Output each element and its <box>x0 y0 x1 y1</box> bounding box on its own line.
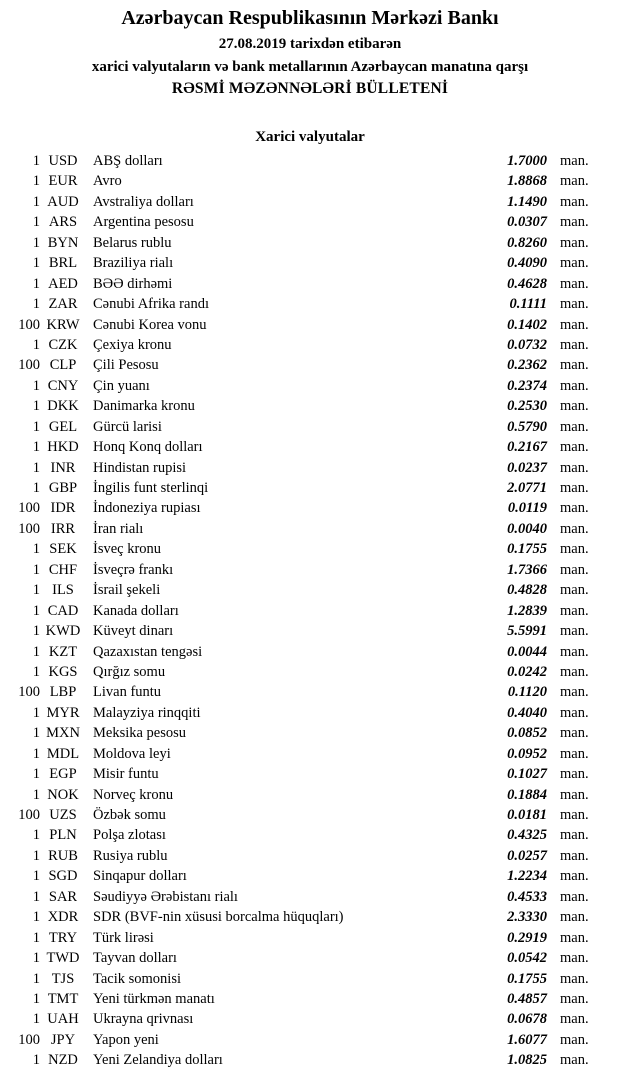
section-title-foreign-currencies: Xarici valyutalar <box>255 129 365 145</box>
currency-quantity: 1 <box>32 275 40 292</box>
currency-name: Küveyt dinarı <box>93 623 174 640</box>
currency-quantity: 1 <box>32 847 40 864</box>
currency-name: Gürcü larisi <box>93 418 162 435</box>
currency-name: ABŞ dolları <box>93 153 163 169</box>
table-row <box>0 519 620 539</box>
unit-label: man. <box>560 909 589 926</box>
currency-name: Misir funtu <box>93 766 159 783</box>
currency-quantity: 1 <box>32 255 40 272</box>
table-row <box>0 805 620 825</box>
currency-quantity: 1 <box>32 193 40 210</box>
currency-quantity: 100 <box>18 684 40 701</box>
currency-rate: 0.0852 <box>507 725 547 742</box>
table-row <box>0 274 620 294</box>
currency-name: Hindistan rupisi <box>93 459 187 476</box>
currency-quantity: 1 <box>32 541 40 558</box>
currency-name: Yeni Zelandiya dolları <box>93 1052 223 1069</box>
currency-code: BRL <box>48 255 78 272</box>
table-row <box>0 417 620 437</box>
unit-label: man. <box>560 623 589 640</box>
currency-quantity: 1 <box>32 929 40 946</box>
currency-quantity: 1 <box>32 725 40 742</box>
currency-name: Honq Konq dolları <box>93 439 203 456</box>
table-row <box>0 192 620 212</box>
currency-rate: 0.1120 <box>507 684 547 701</box>
table-row <box>0 928 620 948</box>
currency-quantity: 1 <box>32 173 40 190</box>
table-row <box>0 621 620 641</box>
currency-quantity: 1 <box>32 418 40 435</box>
currency-rate: 0.4325 <box>507 827 547 844</box>
unit-label: man. <box>560 520 589 537</box>
unit-label: man. <box>560 316 589 333</box>
table-row <box>0 376 620 396</box>
currency-name: Meksika pesosu <box>93 725 187 742</box>
currency-code: SAR <box>48 888 78 905</box>
currency-code: EGP <box>49 766 77 783</box>
currency-rate: 0.0542 <box>507 950 547 967</box>
currency-rate: 0.4040 <box>507 704 547 721</box>
currency-name: Qırğız somu <box>93 663 166 680</box>
table-row <box>0 1050 620 1070</box>
currency-name: Cənubi Korea vonu <box>93 316 207 333</box>
currency-name: SDR (BVF-nin xüsusi borcalma hüquqları) <box>93 909 344 926</box>
currency-quantity: 1 <box>32 234 40 251</box>
currency-name: Belarus rublu <box>93 234 172 251</box>
table-row <box>0 642 620 662</box>
unit-label: man. <box>560 398 589 415</box>
currency-rate: 0.2362 <box>507 357 547 374</box>
unit-label: man. <box>560 827 589 844</box>
currency-rate: 1.7366 <box>507 561 547 578</box>
currency-quantity: 1 <box>32 827 40 844</box>
unit-label: man. <box>560 1052 589 1069</box>
currency-rate: 0.0119 <box>507 500 547 517</box>
currency-code: GBP <box>48 480 78 496</box>
currency-name: Sinqapur dolları <box>93 868 187 885</box>
bulletin-title: RƏSMİ MƏZƏNNƏLƏRİ BÜLLETENİ <box>171 80 449 97</box>
table-row <box>0 1009 620 1029</box>
table-row <box>0 723 620 743</box>
currency-code: KWD <box>45 623 81 640</box>
currency-rate: 0.2919 <box>507 929 547 946</box>
currency-rate: 0.4828 <box>507 582 547 599</box>
currency-rate: 0.0242 <box>507 663 547 680</box>
subject-line: xarici valyutaların və bank metallarının Azərbaycan manatına qarşı <box>91 59 529 75</box>
unit-label: man. <box>560 336 589 353</box>
table-row <box>0 887 620 907</box>
currency-quantity: 1 <box>32 704 40 721</box>
currency-rate: 0.0181 <box>507 807 547 823</box>
currency-rate: 0.1755 <box>507 541 547 558</box>
currency-code: HKD <box>47 439 79 456</box>
currency-quantity: 1 <box>32 153 40 169</box>
currency-quantity: 1 <box>32 1052 40 1069</box>
unit-label: man. <box>560 193 589 210</box>
currency-rate: 0.0044 <box>507 643 547 660</box>
currency-name: Çexiya kronu <box>93 336 172 353</box>
unit-label: man. <box>560 541 589 558</box>
currency-code: NOK <box>47 786 79 803</box>
currency-rate: 1.2234 <box>507 868 547 885</box>
currency-code: CNY <box>47 377 79 394</box>
currency-rate: 1.2839 <box>507 602 547 619</box>
currency-name: Argentina pesosu <box>93 214 194 231</box>
currency-rate: 0.4857 <box>507 990 547 1007</box>
currency-code: USD <box>48 153 78 169</box>
unit-label: man. <box>560 725 589 742</box>
currency-name: BƏƏ dirhəmi <box>93 275 173 292</box>
unit-label: man. <box>560 296 589 313</box>
currency-code: LBP <box>49 684 77 701</box>
currency-rate: 0.5790 <box>507 418 547 435</box>
currency-rate: 0.0678 <box>507 1011 547 1028</box>
currency-name: Avstraliya dolları <box>93 193 194 210</box>
currency-rate: 0.1402 <box>507 316 547 333</box>
currency-code: CLP <box>49 357 77 374</box>
currency-quantity: 100 <box>18 807 40 823</box>
table-row <box>0 151 620 171</box>
table-row <box>0 498 620 518</box>
currency-name: Avro <box>93 173 122 190</box>
currency-name: Qazaxıstan tengəsi <box>93 643 203 660</box>
currency-name: Türk lirəsi <box>93 929 154 946</box>
unit-label: man. <box>560 153 589 169</box>
unit-label: man. <box>560 439 589 456</box>
currency-rate: 0.0952 <box>507 745 547 762</box>
currency-rate: 0.2167 <box>507 439 547 456</box>
table-row <box>0 294 620 314</box>
unit-label: man. <box>560 868 589 885</box>
currency-quantity: 1 <box>32 480 40 496</box>
table-row <box>0 539 620 559</box>
currency-code: MYR <box>46 704 80 721</box>
table-row <box>0 764 620 784</box>
table-row <box>0 601 620 621</box>
table-row <box>0 907 620 927</box>
unit-label: man. <box>560 807 589 823</box>
currency-rate: 1.1490 <box>507 193 547 210</box>
currency-code: XDR <box>47 909 79 926</box>
currency-name: Səudiyyə Ərəbistanı rialı <box>93 888 238 905</box>
table-row <box>0 478 620 498</box>
currency-code: INR <box>50 459 76 476</box>
table-row <box>0 315 620 335</box>
unit-label: man. <box>560 643 589 660</box>
currency-rate: 0.4090 <box>507 255 547 272</box>
currency-rate: 0.1111 <box>509 296 547 313</box>
bank-title: Azərbaycan Respublikasının Mərkəzi Bankı <box>121 7 499 29</box>
table-row <box>0 335 620 355</box>
currency-rate: 1.6077 <box>507 1031 547 1048</box>
unit-label: man. <box>560 704 589 721</box>
unit-label: man. <box>560 561 589 578</box>
currency-quantity: 1 <box>32 663 40 680</box>
currency-code: TJS <box>51 970 75 987</box>
unit-label: man. <box>560 480 589 496</box>
currency-name: İndoneziya rupiası <box>93 500 201 517</box>
currency-rate: 0.2530 <box>507 398 547 415</box>
document-header <box>0 0 620 100</box>
unit-label: man. <box>560 684 589 701</box>
unit-label: man. <box>560 766 589 783</box>
currency-code: MDL <box>46 745 80 762</box>
currency-rate: 1.8868 <box>507 173 547 190</box>
currency-code: TMT <box>47 990 79 1007</box>
currency-quantity: 100 <box>18 520 40 537</box>
table-row <box>0 212 620 232</box>
currency-name: Yeni türkmən manatı <box>93 990 215 1007</box>
currency-name: İran rialı <box>93 520 144 537</box>
currency-code: NZD <box>48 1052 78 1069</box>
table-row <box>0 396 620 416</box>
unit-label: man. <box>560 377 589 394</box>
currency-quantity: 100 <box>18 316 40 333</box>
currency-rate: 5.5991 <box>507 623 547 640</box>
currency-code: ARS <box>48 214 78 231</box>
table-row <box>0 785 620 805</box>
currency-name: İsrail şekeli <box>93 582 161 599</box>
currency-quantity: 100 <box>18 1031 40 1048</box>
currency-rate: 1.0825 <box>507 1052 547 1069</box>
unit-label: man. <box>560 173 589 190</box>
table-row <box>0 662 620 682</box>
currency-quantity: 1 <box>32 909 40 926</box>
currency-rate: 0.0732 <box>507 336 547 353</box>
currency-code: ZAR <box>48 296 78 313</box>
currency-code: SEK <box>49 541 77 558</box>
currency-name: Özbək somu <box>93 807 166 823</box>
currency-quantity: 1 <box>32 561 40 578</box>
table-row <box>0 948 620 968</box>
unit-label: man. <box>560 929 589 946</box>
currency-name: İngilis funt sterlinqi <box>93 480 209 496</box>
table-row <box>0 253 620 273</box>
table-row <box>0 969 620 989</box>
currency-name: Cənubi Afrika randı <box>93 296 209 313</box>
currency-code: AUD <box>47 193 79 210</box>
currency-quantity: 1 <box>32 602 40 619</box>
currency-code: ILS <box>52 582 74 599</box>
currency-quantity: 1 <box>32 336 40 353</box>
currency-code: BYN <box>47 234 79 251</box>
currency-quantity: 1 <box>32 439 40 456</box>
currency-name: Yapon yeni <box>93 1031 159 1048</box>
currency-quantity: 1 <box>32 950 40 967</box>
currency-name: İsveçrə frankı <box>93 561 174 578</box>
currency-code: PLN <box>49 827 77 844</box>
currency-rate: 1.7000 <box>507 153 547 169</box>
currency-code: GEL <box>48 418 78 435</box>
rates-table <box>0 151 620 1071</box>
table-row <box>0 825 620 845</box>
currency-rate: 0.2374 <box>507 377 547 394</box>
unit-label: man. <box>560 214 589 231</box>
currency-code: CHF <box>48 561 78 578</box>
currency-quantity: 1 <box>32 459 40 476</box>
table-row <box>0 744 620 764</box>
table-row <box>0 355 620 375</box>
currency-code: RUB <box>48 847 78 864</box>
unit-label: man. <box>560 990 589 1007</box>
currency-rate: 0.1027 <box>507 766 547 783</box>
unit-label: man. <box>560 888 589 905</box>
currency-name: Tayvan dolları <box>93 950 177 967</box>
currency-rate: 0.0307 <box>507 214 547 231</box>
table-row <box>0 846 620 866</box>
currency-quantity: 1 <box>32 377 40 394</box>
unit-label: man. <box>560 786 589 803</box>
currency-name: Livan funtu <box>93 684 162 701</box>
currency-name: Danimarka kronu <box>93 398 195 415</box>
currency-name: Malayziya rinqqiti <box>93 704 201 721</box>
currency-rate: 0.0237 <box>507 459 547 476</box>
currency-rate: 0.1884 <box>507 786 547 803</box>
currency-code: SGD <box>48 868 78 885</box>
table-row <box>0 437 620 457</box>
currency-quantity: 1 <box>32 868 40 885</box>
currency-name: Braziliya rialı <box>93 255 174 272</box>
currency-rate: 2.0771 <box>507 480 547 496</box>
currency-code: TRY <box>48 929 78 946</box>
table-row <box>0 866 620 886</box>
table-row <box>0 1030 620 1050</box>
currency-quantity: 1 <box>32 623 40 640</box>
currency-name: Norveç kronu <box>93 786 174 803</box>
currency-quantity: 1 <box>32 1011 40 1028</box>
currency-quantity: 1 <box>32 296 40 313</box>
currency-quantity: 1 <box>32 745 40 762</box>
currency-name: Ukrayna qrivnası <box>93 1011 194 1028</box>
unit-label: man. <box>560 663 589 680</box>
currency-quantity: 1 <box>32 214 40 231</box>
currency-rate: 0.8260 <box>507 234 547 251</box>
currency-code: UAH <box>47 1011 79 1028</box>
unit-label: man. <box>560 255 589 272</box>
table-row <box>0 703 620 723</box>
currency-quantity: 1 <box>32 970 40 987</box>
currency-code: EUR <box>48 173 78 190</box>
currency-rate: 0.0257 <box>507 847 547 864</box>
currency-code: KRW <box>46 316 80 333</box>
unit-label: man. <box>560 745 589 762</box>
currency-name: Kanada dolları <box>93 602 179 619</box>
currency-quantity: 1 <box>32 398 40 415</box>
currency-quantity: 1 <box>32 888 40 905</box>
unit-label: man. <box>560 582 589 599</box>
table-row <box>0 989 620 1009</box>
currency-quantity: 1 <box>32 786 40 803</box>
currency-quantity: 1 <box>32 766 40 783</box>
unit-label: man. <box>560 500 589 517</box>
currency-rate: 0.4533 <box>507 888 547 905</box>
currency-code: KZT <box>48 643 78 660</box>
currency-quantity: 100 <box>18 357 40 374</box>
currency-code: CAD <box>47 602 79 619</box>
table-row <box>0 560 620 580</box>
currency-code: MXN <box>46 725 80 742</box>
currency-code: IRR <box>50 520 76 537</box>
currency-name: İsveç kronu <box>93 541 162 558</box>
currency-quantity: 1 <box>32 990 40 1007</box>
unit-label: man. <box>560 234 589 251</box>
currency-name: Moldova leyi <box>93 745 171 762</box>
table-row <box>0 171 620 191</box>
currency-code: TWD <box>46 950 80 967</box>
unit-label: man. <box>560 602 589 619</box>
currency-code: IDR <box>50 500 76 517</box>
currency-code: DKK <box>47 398 79 415</box>
unit-label: man. <box>560 1011 589 1028</box>
unit-label: man. <box>560 1031 589 1048</box>
currency-rate: 0.4628 <box>507 275 547 292</box>
currency-code: AED <box>48 275 78 292</box>
currency-quantity: 1 <box>32 643 40 660</box>
unit-label: man. <box>560 847 589 864</box>
unit-label: man. <box>560 357 589 374</box>
unit-label: man. <box>560 275 589 292</box>
currency-rate: 0.0040 <box>507 520 547 537</box>
currency-code: CZK <box>48 336 78 353</box>
table-row <box>0 580 620 600</box>
currency-name: Çili Pesosu <box>93 357 159 374</box>
currency-name: Tacik somonisi <box>93 970 181 987</box>
unit-label: man. <box>560 418 589 435</box>
currency-quantity: 1 <box>32 582 40 599</box>
currency-rate: 2.3330 <box>507 909 547 926</box>
table-row <box>0 233 620 253</box>
currency-quantity: 100 <box>18 500 40 517</box>
unit-label: man. <box>560 459 589 476</box>
currency-rate: 0.1755 <box>507 970 547 987</box>
currency-name: Rusiya rublu <box>93 847 168 864</box>
unit-label: man. <box>560 970 589 987</box>
unit-label: man. <box>560 950 589 967</box>
table-row <box>0 682 620 702</box>
effective-date-line: 27.08.2019 tarixdən etibarən <box>218 36 402 52</box>
currency-code: JPY <box>50 1031 76 1048</box>
table-row <box>0 458 620 478</box>
currency-code: UZS <box>49 807 77 823</box>
currency-name: Polşa zlotası <box>93 827 166 844</box>
currency-code: KGS <box>48 663 78 680</box>
currency-name: Çin yuanı <box>93 377 150 394</box>
